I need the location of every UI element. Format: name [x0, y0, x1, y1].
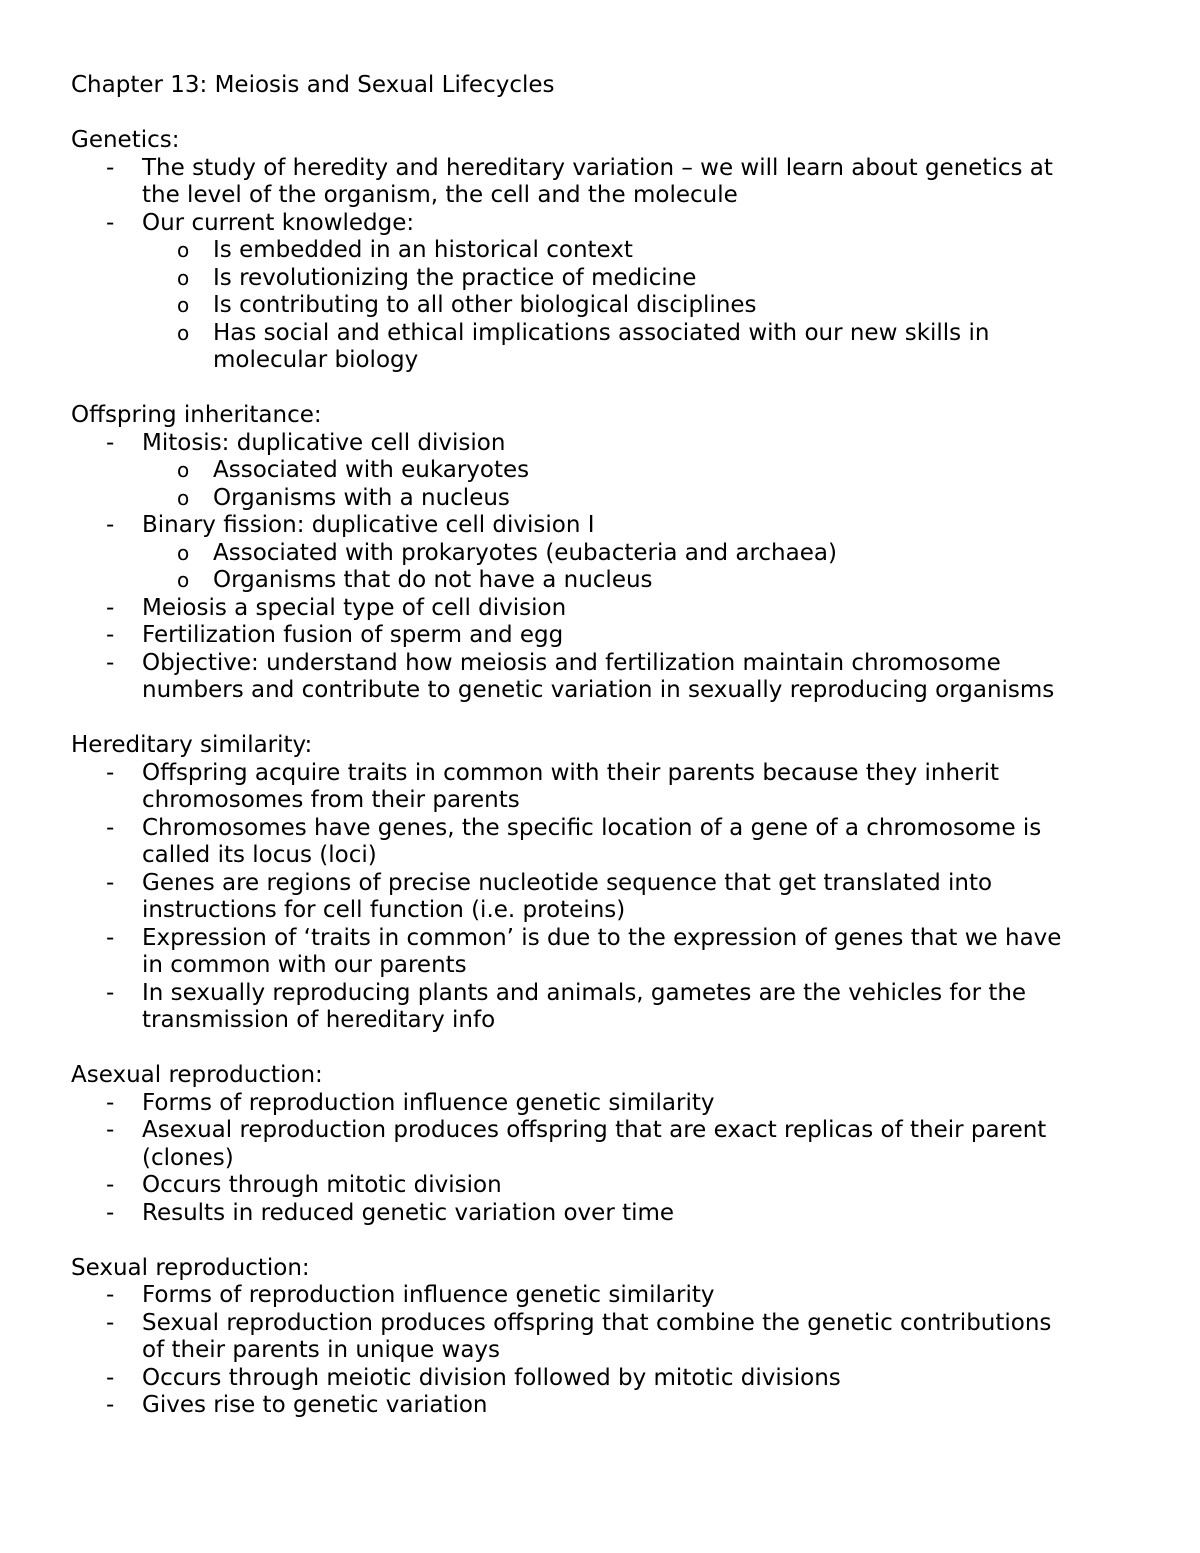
sub-list-item [142, 485, 1069, 513]
document-title: Chapter 13: Meiosis and Sexual Lifecycles [71, 72, 555, 98]
list-item-text: Offspring acquire traits in common with their parents because they inherit chromosomes from their parents [142, 759, 1000, 813]
list-item-text: Occurs through meiotic division followed by mitotic divisions [142, 1364, 841, 1391]
sub-list-item-text: Organisms that do not have a nucleus [213, 567, 653, 593]
section-heading: Sexual reproduction: [71, 1254, 310, 1281]
sub-list-item-text: Associated with eukaryotes [213, 457, 530, 483]
list-item-text: Occurs through mitotic division [142, 1172, 502, 1198]
list-item-text: Expression of ‘traits in common’ is due to the expression of genes that we have in common with our parents [142, 924, 1062, 978]
list-item-text: Chromosomes have genes, the specific location of a gene of a chromosome is called its locus (loci) [142, 814, 1042, 868]
list-item [71, 1282, 1129, 1310]
list-item [71, 1392, 1129, 1420]
list-item-text: Mitosis: duplicative cell division [142, 429, 506, 456]
sub-list-item [142, 567, 1069, 595]
list-item-text: Fertilization fusion of sperm and egg [142, 622, 564, 648]
list-item [71, 512, 1129, 595]
dash-bullet: - [106, 1309, 115, 1336]
circle-bullet: o [177, 320, 190, 345]
list-item-text: Objective: understand how meiosis and fertilization maintain chromosome numbers and contribute to genetic variation in sexually reproducing organisms [142, 649, 1055, 703]
circle-bullet: o [177, 568, 190, 592]
list-item-text: Asexual reproduction produces offspring that are exact replicas of their parent (clones) [142, 1117, 1047, 1171]
circle-bullet: o [177, 540, 190, 565]
sub-bullet-list [142, 237, 1069, 375]
list-item-text: In sexually reproducing plants and animals, gametes are the vehicles for the transmission of hereditary info [142, 979, 1027, 1033]
circle-bullet: o [177, 485, 190, 510]
circle-bullet: o [177, 293, 190, 317]
list-item [71, 760, 1129, 815]
list-item [71, 925, 1129, 980]
circle-bullet: o [177, 238, 190, 262]
section-heading: Genetics: [71, 127, 180, 153]
dash-bullet: - [106, 1199, 115, 1226]
dash-bullet: - [106, 512, 115, 538]
sub-list-item-text: Organisms with a nucleus [213, 484, 510, 511]
sub-bullet-list [142, 457, 1069, 512]
dash-bullet: - [106, 1392, 115, 1418]
bullet-list [71, 1090, 1129, 1228]
dash-bullet: - [106, 1117, 115, 1143]
dash-bullet: - [106, 1172, 115, 1198]
section-heading: Hereditary similarity: [71, 732, 313, 758]
circle-bullet: o [177, 265, 190, 290]
list-item-text: Forms of reproduction influence genetic similarity [142, 1089, 715, 1116]
sub-bullet-list [142, 540, 1069, 595]
section-heading: Offspring inheritance: [71, 402, 322, 428]
dash-bullet: - [106, 814, 115, 841]
sub-list-item [142, 540, 1069, 568]
dash-bullet: - [106, 1282, 115, 1308]
dash-bullet: - [106, 594, 115, 621]
list-item [71, 1310, 1129, 1365]
list-item [71, 155, 1129, 210]
dash-bullet: - [106, 1089, 115, 1116]
list-item-text: Sexual reproduction produces offspring that combine the genetic contributions of their parents in unique ways [142, 1309, 1052, 1363]
dash-bullet: - [106, 924, 115, 951]
sub-list-item-text: Is revolutionizing the practice of medicine [213, 264, 697, 291]
sub-list-item [142, 237, 1069, 265]
dash-bullet: - [106, 649, 115, 676]
circle-bullet: o [177, 458, 190, 482]
list-item-text: Our current knowledge: [142, 209, 415, 236]
bullet-list [71, 155, 1129, 375]
sub-list-item [142, 457, 1069, 485]
list-item [71, 1200, 1129, 1228]
sub-list-item-text: Associated with prokaryotes (eubacteria and archaea) [213, 539, 837, 566]
list-item [71, 430, 1129, 513]
section-heading: Asexual reproduction: [71, 1062, 323, 1088]
section-sexual-reproduction [71, 1255, 1129, 1420]
section-genetics [71, 127, 1129, 375]
list-item [71, 1365, 1129, 1393]
dash-bullet: - [106, 429, 115, 456]
list-item-text: Binary fission: duplicative cell division I [142, 512, 595, 538]
sub-list-item [142, 320, 1069, 375]
dash-bullet: - [106, 759, 115, 786]
list-item-text: The study of heredity and hereditary variation – we will learn about genetics at the level of the organism, the cell and the molecule [142, 154, 1053, 208]
list-item [71, 870, 1129, 925]
dash-bullet: - [106, 622, 115, 648]
sub-list-item-text: Is contributing to all other biological disciplines [213, 292, 757, 318]
list-item-text: Genes are regions of precise nucleotide sequence that get translated into instructions for cell function (i.e. proteins) [142, 869, 993, 923]
list-item-text: Meiosis a special type of cell division [142, 594, 567, 621]
bullet-list [71, 1282, 1129, 1420]
list-item-text: Gives rise to genetic variation [142, 1392, 488, 1418]
sub-list-item-text: Has social and ethical implications associated with our new skills in molecular biology [213, 319, 990, 373]
dash-bullet: - [106, 1364, 115, 1391]
section-asexual-reproduction [71, 1062, 1129, 1227]
sub-list-item [142, 292, 1069, 320]
sub-list-item [142, 265, 1069, 293]
list-item [71, 595, 1129, 623]
list-item [71, 980, 1129, 1035]
list-item [71, 210, 1129, 375]
sub-list-item-text: Is embedded in an historical context [213, 237, 633, 263]
dash-bullet: - [106, 154, 115, 181]
list-item [71, 1172, 1129, 1200]
dash-bullet: - [106, 979, 115, 1006]
section-hereditary-similarity [71, 732, 1129, 1035]
list-item [71, 815, 1129, 870]
list-item-text: Results in reduced genetic variation over time [142, 1199, 675, 1226]
dash-bullet: - [106, 209, 115, 236]
list-item [71, 650, 1129, 705]
list-item [71, 622, 1129, 650]
dash-bullet: - [106, 869, 115, 896]
section-offspring-inheritance [71, 402, 1129, 705]
list-item [71, 1090, 1129, 1118]
bullet-list [71, 760, 1129, 1035]
list-item [71, 1117, 1129, 1172]
list-item-text: Forms of reproduction influence genetic similarity [142, 1282, 715, 1308]
bullet-list [71, 430, 1129, 705]
